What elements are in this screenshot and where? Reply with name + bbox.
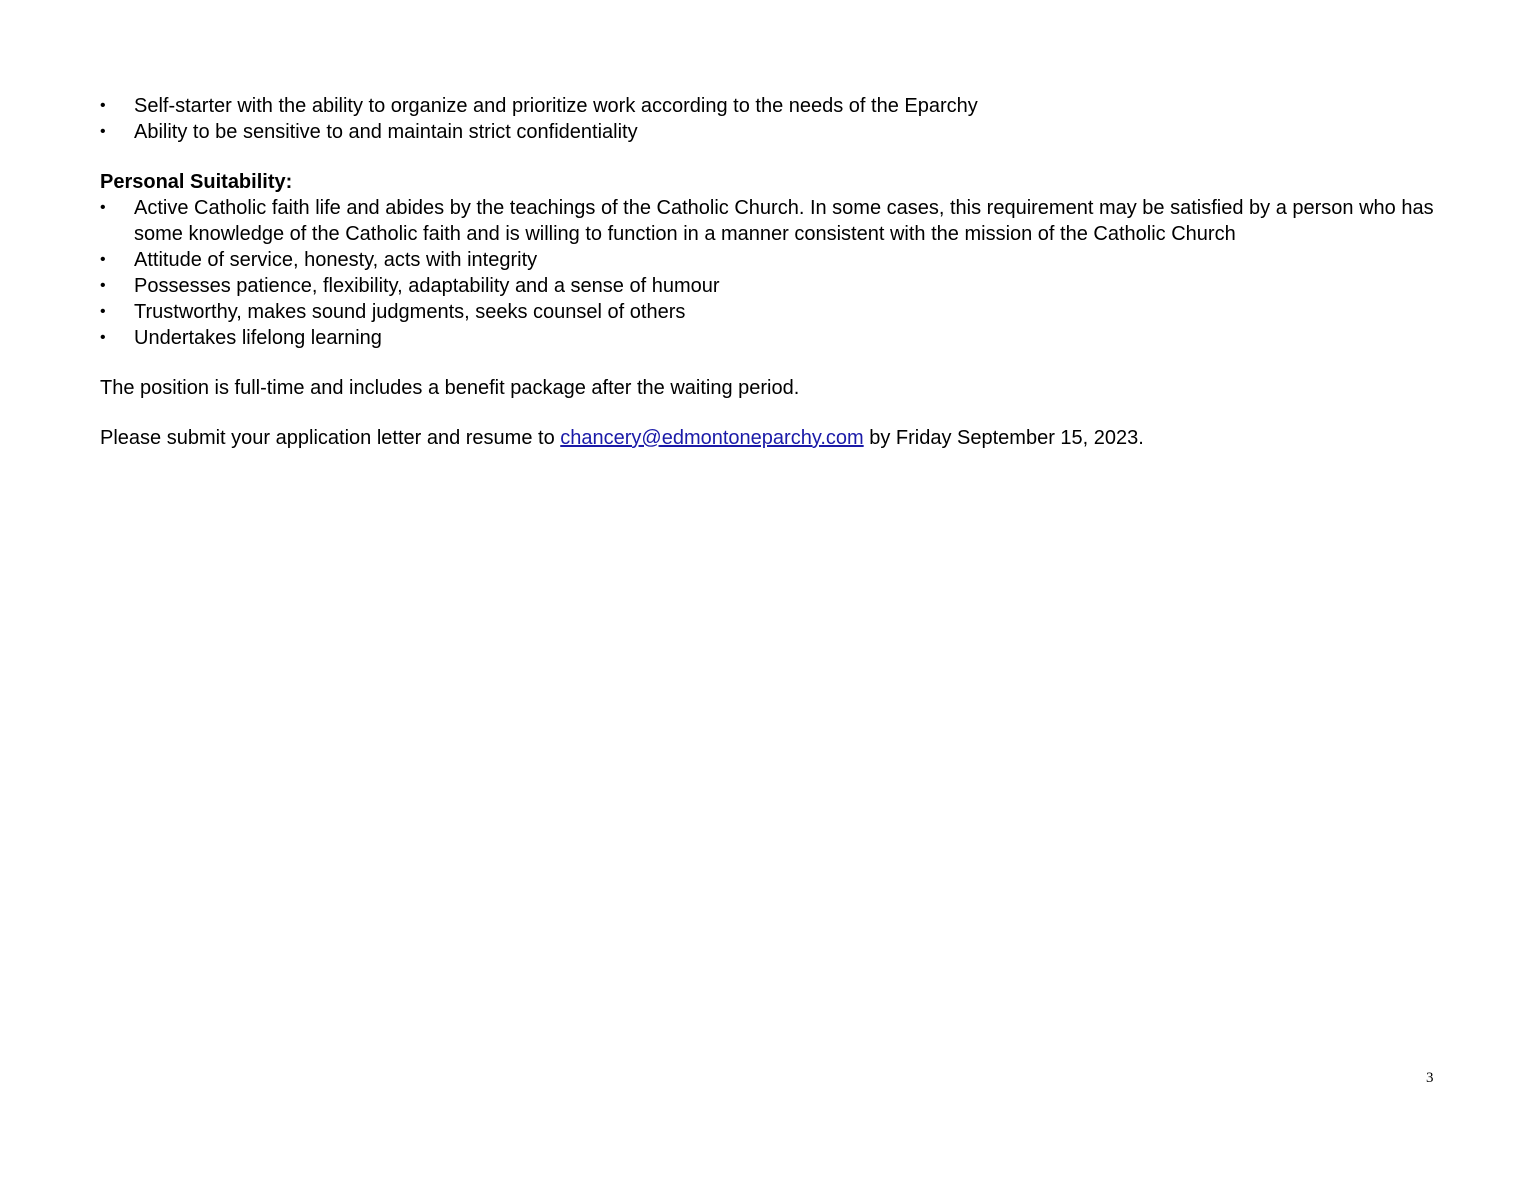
submission-paragraph	[100, 425, 1450, 451]
personal-suitability-list	[100, 195, 1450, 351]
list-item	[100, 93, 1450, 119]
bullet-icon: •	[100, 251, 106, 268]
bullet-icon: •	[100, 199, 106, 216]
bullet-icon: •	[100, 277, 106, 294]
list-item-text: Attitude of service, honesty, acts with integrity	[134, 249, 538, 271]
list-item-text: Ability to be sensitive to and maintain strict confidentiality	[134, 121, 638, 143]
list-item-text: Active Catholic faith life and abides by the teachings of the Catholic Church. In some cases, this requirement may be satisfied by a person who has some knowledge of the Catholic faith and is willing to function in a manner consistent with the mission of the Catholic Church	[134, 197, 1434, 245]
bullet-icon: •	[100, 97, 106, 114]
list-item	[100, 299, 1450, 325]
list-item-text: Possesses patience, flexibility, adaptability and a sense of humour	[134, 275, 720, 297]
list-item	[100, 119, 1450, 145]
list-item-text: Self-starter with the ability to organize and prioritize work according to the needs of the Eparchy	[134, 95, 978, 117]
qualifications-list	[100, 93, 1450, 145]
list-item-text: Trustworthy, makes sound judgments, seeks counsel of others	[134, 301, 686, 323]
spacer	[100, 145, 1450, 169]
email-link[interactable]: chancery@edmontoneparchy.com	[560, 427, 864, 449]
bullet-icon: •	[100, 329, 106, 346]
list-item	[100, 325, 1450, 351]
section-heading-personal-suitability: Personal Suitability:	[100, 171, 293, 193]
list-item	[100, 247, 1450, 273]
submission-text-before: Please submit your application letter and resume to	[100, 427, 561, 449]
list-item	[100, 273, 1450, 299]
bullet-icon: •	[100, 303, 106, 320]
spacer	[100, 351, 1450, 375]
bullet-icon: •	[100, 123, 106, 140]
list-item-text: Undertakes lifelong learning	[134, 327, 382, 349]
submission-text-after: by Friday September 15, 2023.	[863, 427, 1144, 449]
spacer	[100, 401, 1450, 425]
position-paragraph: The position is full-time and includes a benefit package after the waiting period.	[100, 377, 800, 399]
page-number: 3	[1426, 1070, 1434, 1086]
document-body	[100, 93, 1450, 451]
list-item	[100, 195, 1450, 247]
